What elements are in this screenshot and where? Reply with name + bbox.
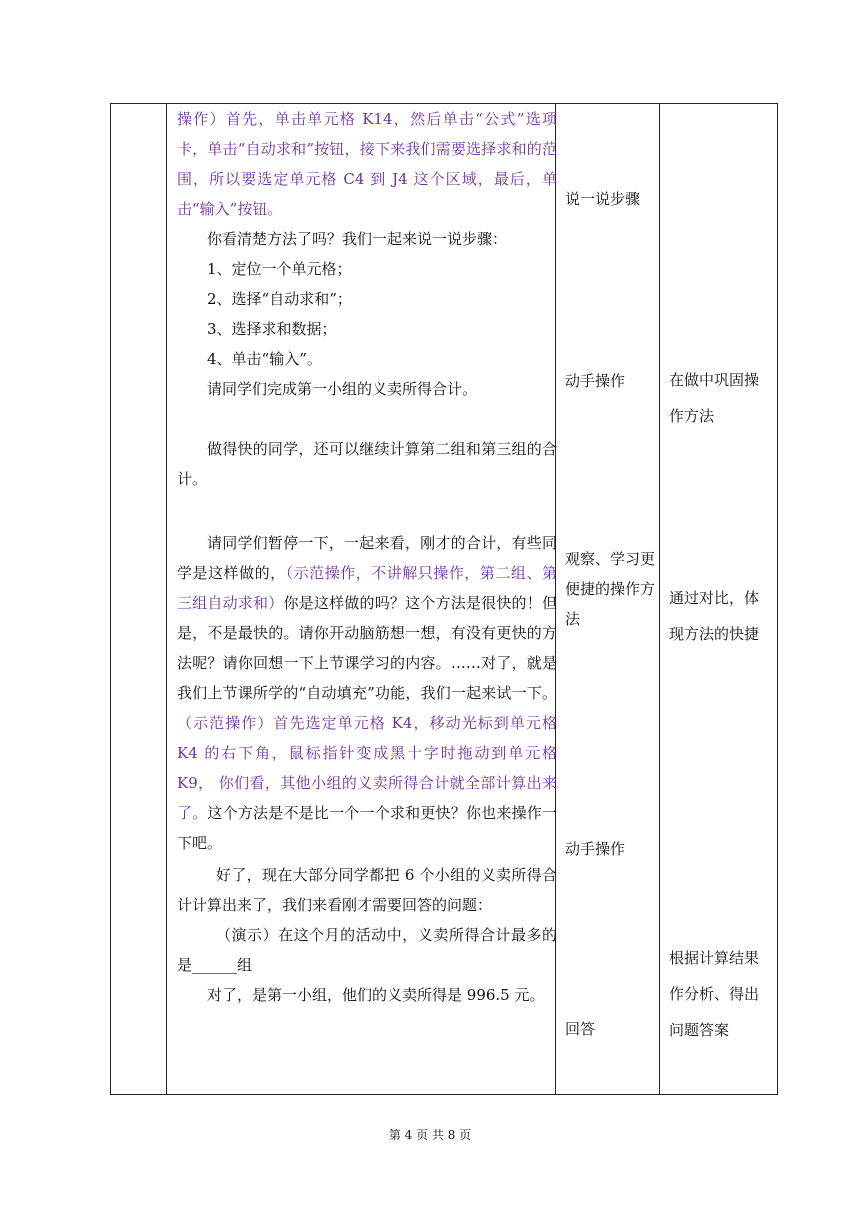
activity-label: 动手操作: [565, 840, 626, 858]
purpose-text: 根据计算结果作分析、得出问题答案: [669, 949, 760, 1039]
demo-steps-text: 操作）首先，单击单元格 K14，然后单击“公式”选项卡，单击“自动求和”按钮，接下来我们需要选择求和的范围，所以要选定单元格 C4 到 J4 这个区域，最后，单击“输入”按钮。: [177, 110, 557, 218]
activity-label: 观察、学习更便捷的操作方法: [565, 550, 656, 628]
purpose-text: 在做中巩固操作方法: [669, 371, 760, 425]
activity-label: 动手操作: [565, 372, 626, 390]
purpose-text: 通过对比，体现方法的快捷: [669, 589, 760, 643]
activity-label: 回答: [565, 1020, 596, 1038]
lesson-plan-table: [110, 103, 778, 1095]
step-item: 4、单击“输入”。: [207, 350, 322, 368]
column-divider: [166, 104, 167, 1094]
question-text: （演示）在这个月的活动中，义卖所得合计最多的是______组: [177, 926, 557, 974]
step-item: 3、选择求和数据；: [207, 320, 337, 338]
extension-text: 做得快的同学，还可以继续计算第二组和第三组的合计。: [177, 440, 557, 488]
answer-text: 对了，是第一小组，他们的义卖所得是 996.5 元。: [207, 986, 545, 1004]
step-item: 1、定位一个单元格；: [207, 260, 352, 278]
progress-text: 好了，现在大部分同学都把 6 个小组的义卖所得合计计算出来了，我们来看刚才需要回答的问题：: [177, 866, 557, 914]
page-footer: 第 4 页 共 8 页: [388, 1128, 472, 1142]
task-text: 请同学们完成第一小组的义卖所得合计。: [207, 380, 478, 398]
step-item: 2、选择“自动求和”；: [207, 290, 352, 308]
teaching-process-cell: [173, 104, 561, 1010]
check-method-text: 你看清楚方法了吗？我们一起来说一说步骤：: [207, 230, 508, 248]
column-divider: [659, 104, 660, 1094]
design-intent-cell: [661, 104, 777, 1096]
student-activity-cell: [565, 104, 657, 1096]
autofill-paragraph: 请同学们暂停一下，一起来看，刚才的合计，有些同学是这样做的，（示范操作，不讲解只操作，第二组、第三组自动求和）你是这样做的吗？这个方法是很快的！但是，不是最快的。请你开动脑筋想一想，有没有更快的方法呢？请你回想一下上节课学习的内容。……对了，就是我们上节课所学的“自动填充”功能，我们一起来试一下。（示范操作）首先选定单元格 K4，移动光标到单元格 K4 的右下角，鼠标指针变成黑十字时拖动到单元格 K9， 你们看，其他小组的义卖所得合计就全部计算出来了。这个方法是不是比一个一个求和更快？你也来操作一下吧。: [177, 534, 557, 852]
activity-label: 说一说步骤: [565, 190, 641, 208]
